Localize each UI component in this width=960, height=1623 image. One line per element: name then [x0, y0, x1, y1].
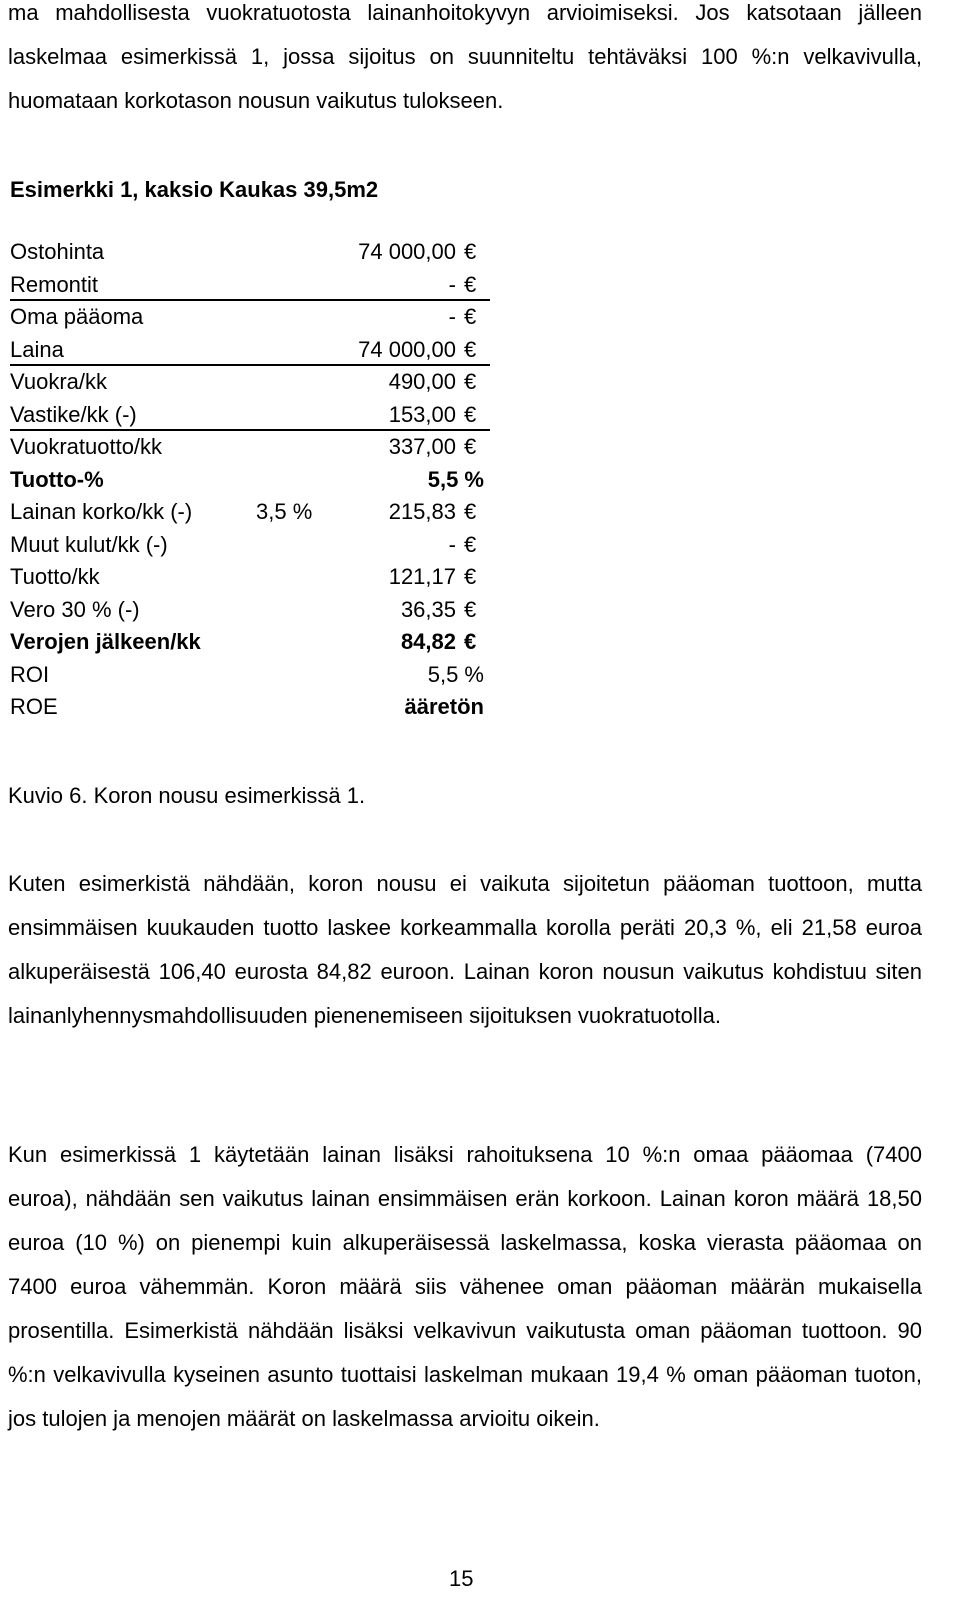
row-value: 153,00 — [388, 401, 456, 427]
row-value: - — [448, 531, 456, 557]
euro-unit: € — [464, 499, 477, 524]
figure-title: Esimerkki 1, kaksio Kaukas 39,5m2 — [10, 177, 379, 202]
row-label: Laina — [10, 336, 64, 362]
table-row — [10, 399, 490, 432]
euro-unit: € — [464, 434, 477, 459]
row-label: Tuotto-% — [10, 466, 104, 492]
table-row — [10, 464, 490, 497]
row-value: ääretön — [404, 694, 484, 719]
row-value: - — [448, 271, 456, 297]
table-row — [10, 236, 490, 269]
row-value: 36,35 — [400, 596, 456, 622]
table-row — [10, 561, 490, 594]
row-label: ROE — [10, 694, 58, 719]
table-row — [10, 301, 490, 334]
row-value: 490,00 — [388, 369, 456, 394]
figure-caption: Kuvio 6. Koron nousu esimerkissä 1. — [8, 783, 366, 808]
row-label: Remontit — [10, 271, 99, 297]
euro-unit: € — [464, 369, 477, 394]
row-value: 5,5 % — [427, 466, 484, 492]
body-paragraph: Kun esimerkissä 1 käytetään lainan lisäksi rahoituksena 10 %:n omaa pääomaa (7400 euroa), nähdään sen vaikutus lainan ensimmäisen erän korkoon. Lainan koron määrä 18,50 euroa (10 %) on pienempi kuin alkuperäisessä laskelmassa, koska vierasta pääomaa on 7400 euroa vähemmän. Koron määrä siis vähenee oman pääoman määrän mukaisella prosentilla. Esimerkistä nähdään lisäksi velkavivun vaikutusta oman pääoman tuottoon. 90 %:n velkavivulla kyseinen asunto tuottaisi laskelman mukaan 19,4 % oman pääoman tuoton, jos tulojen ja menojen määrät on laskelmassa arvioitu oikein. — [8, 1142, 922, 1431]
euro-unit: € — [464, 304, 477, 329]
row-value: 215,83 — [388, 499, 456, 524]
row-value: - — [448, 304, 456, 329]
row-label: Ostohinta — [10, 239, 105, 264]
table-row — [10, 529, 490, 562]
body-paragraph: Kuten esimerkistä nähdään, koron nousu ei vaikuta sijoitetun pääoman tuottoon, mutta ensimmäisen kuukauden tuotto laskee korkeammalla korolla peräti 20,3 %, eli 21,58 euroa alkuperäisestä 106,40 eurosta 84,82 euroon. Lainan koron nousun vaikutus kohdistuu siten lainanlyhennysmahdollisuuden pienenemiseen sijoituksen vuokratuotolla. — [8, 871, 922, 1028]
row-label: ROI — [10, 661, 50, 687]
euro-unit: € — [464, 564, 477, 589]
row-label: Tuotto/kk — [10, 564, 100, 589]
euro-unit: € — [464, 596, 477, 622]
euro-unit: € — [464, 401, 477, 427]
table-row — [10, 496, 490, 529]
table-row — [10, 691, 490, 724]
page-number: 15 — [449, 1566, 474, 1591]
row-value: 74 000,00 — [358, 239, 456, 264]
table-row — [10, 334, 490, 367]
euro-unit: € — [464, 531, 477, 557]
row-label: Muut kulut/kk (-) — [10, 531, 168, 557]
row-value: 5,5 % — [427, 661, 484, 687]
row-label: Verojen jälkeen/kk — [10, 629, 201, 654]
calculation-table — [10, 236, 490, 724]
table-row — [10, 626, 490, 659]
table-row — [10, 659, 490, 692]
row-value: 74 000,00 — [358, 336, 456, 362]
row-label: Vero 30 % (-) — [10, 596, 140, 622]
interest-rate: 3,5 % — [256, 499, 313, 524]
euro-unit: € — [464, 239, 477, 264]
euro-unit: € — [464, 629, 477, 654]
row-label: Lainan korko/kk (-) — [10, 499, 193, 524]
row-label: Vastike/kk (-) — [10, 401, 137, 427]
row-value: 121,17 — [388, 564, 456, 589]
table-row — [10, 366, 490, 399]
euro-unit: € — [464, 271, 477, 297]
table-row — [10, 594, 490, 627]
table-row — [10, 269, 490, 302]
row-label: Vuokra/kk — [10, 369, 108, 394]
euro-unit: € — [464, 336, 477, 362]
row-label: Oma pääoma — [10, 304, 144, 329]
intro-paragraph: ma mahdollisesta vuokratuotosta lainanhoitokyvyn arvioimiseksi. Jos katsotaan jälleen laskelmaa esimerkissä 1, jossa sijoitus on suunniteltu tehtäväksi 100 %:n velkavivulla, huomataan korkotason nousun vaikutus tulokseen. — [8, 0, 922, 113]
row-label: Vuokratuotto/kk — [10, 434, 163, 459]
row-value: 84,82 — [400, 629, 456, 654]
table-row — [10, 431, 490, 464]
row-value: 337,00 — [388, 434, 456, 459]
